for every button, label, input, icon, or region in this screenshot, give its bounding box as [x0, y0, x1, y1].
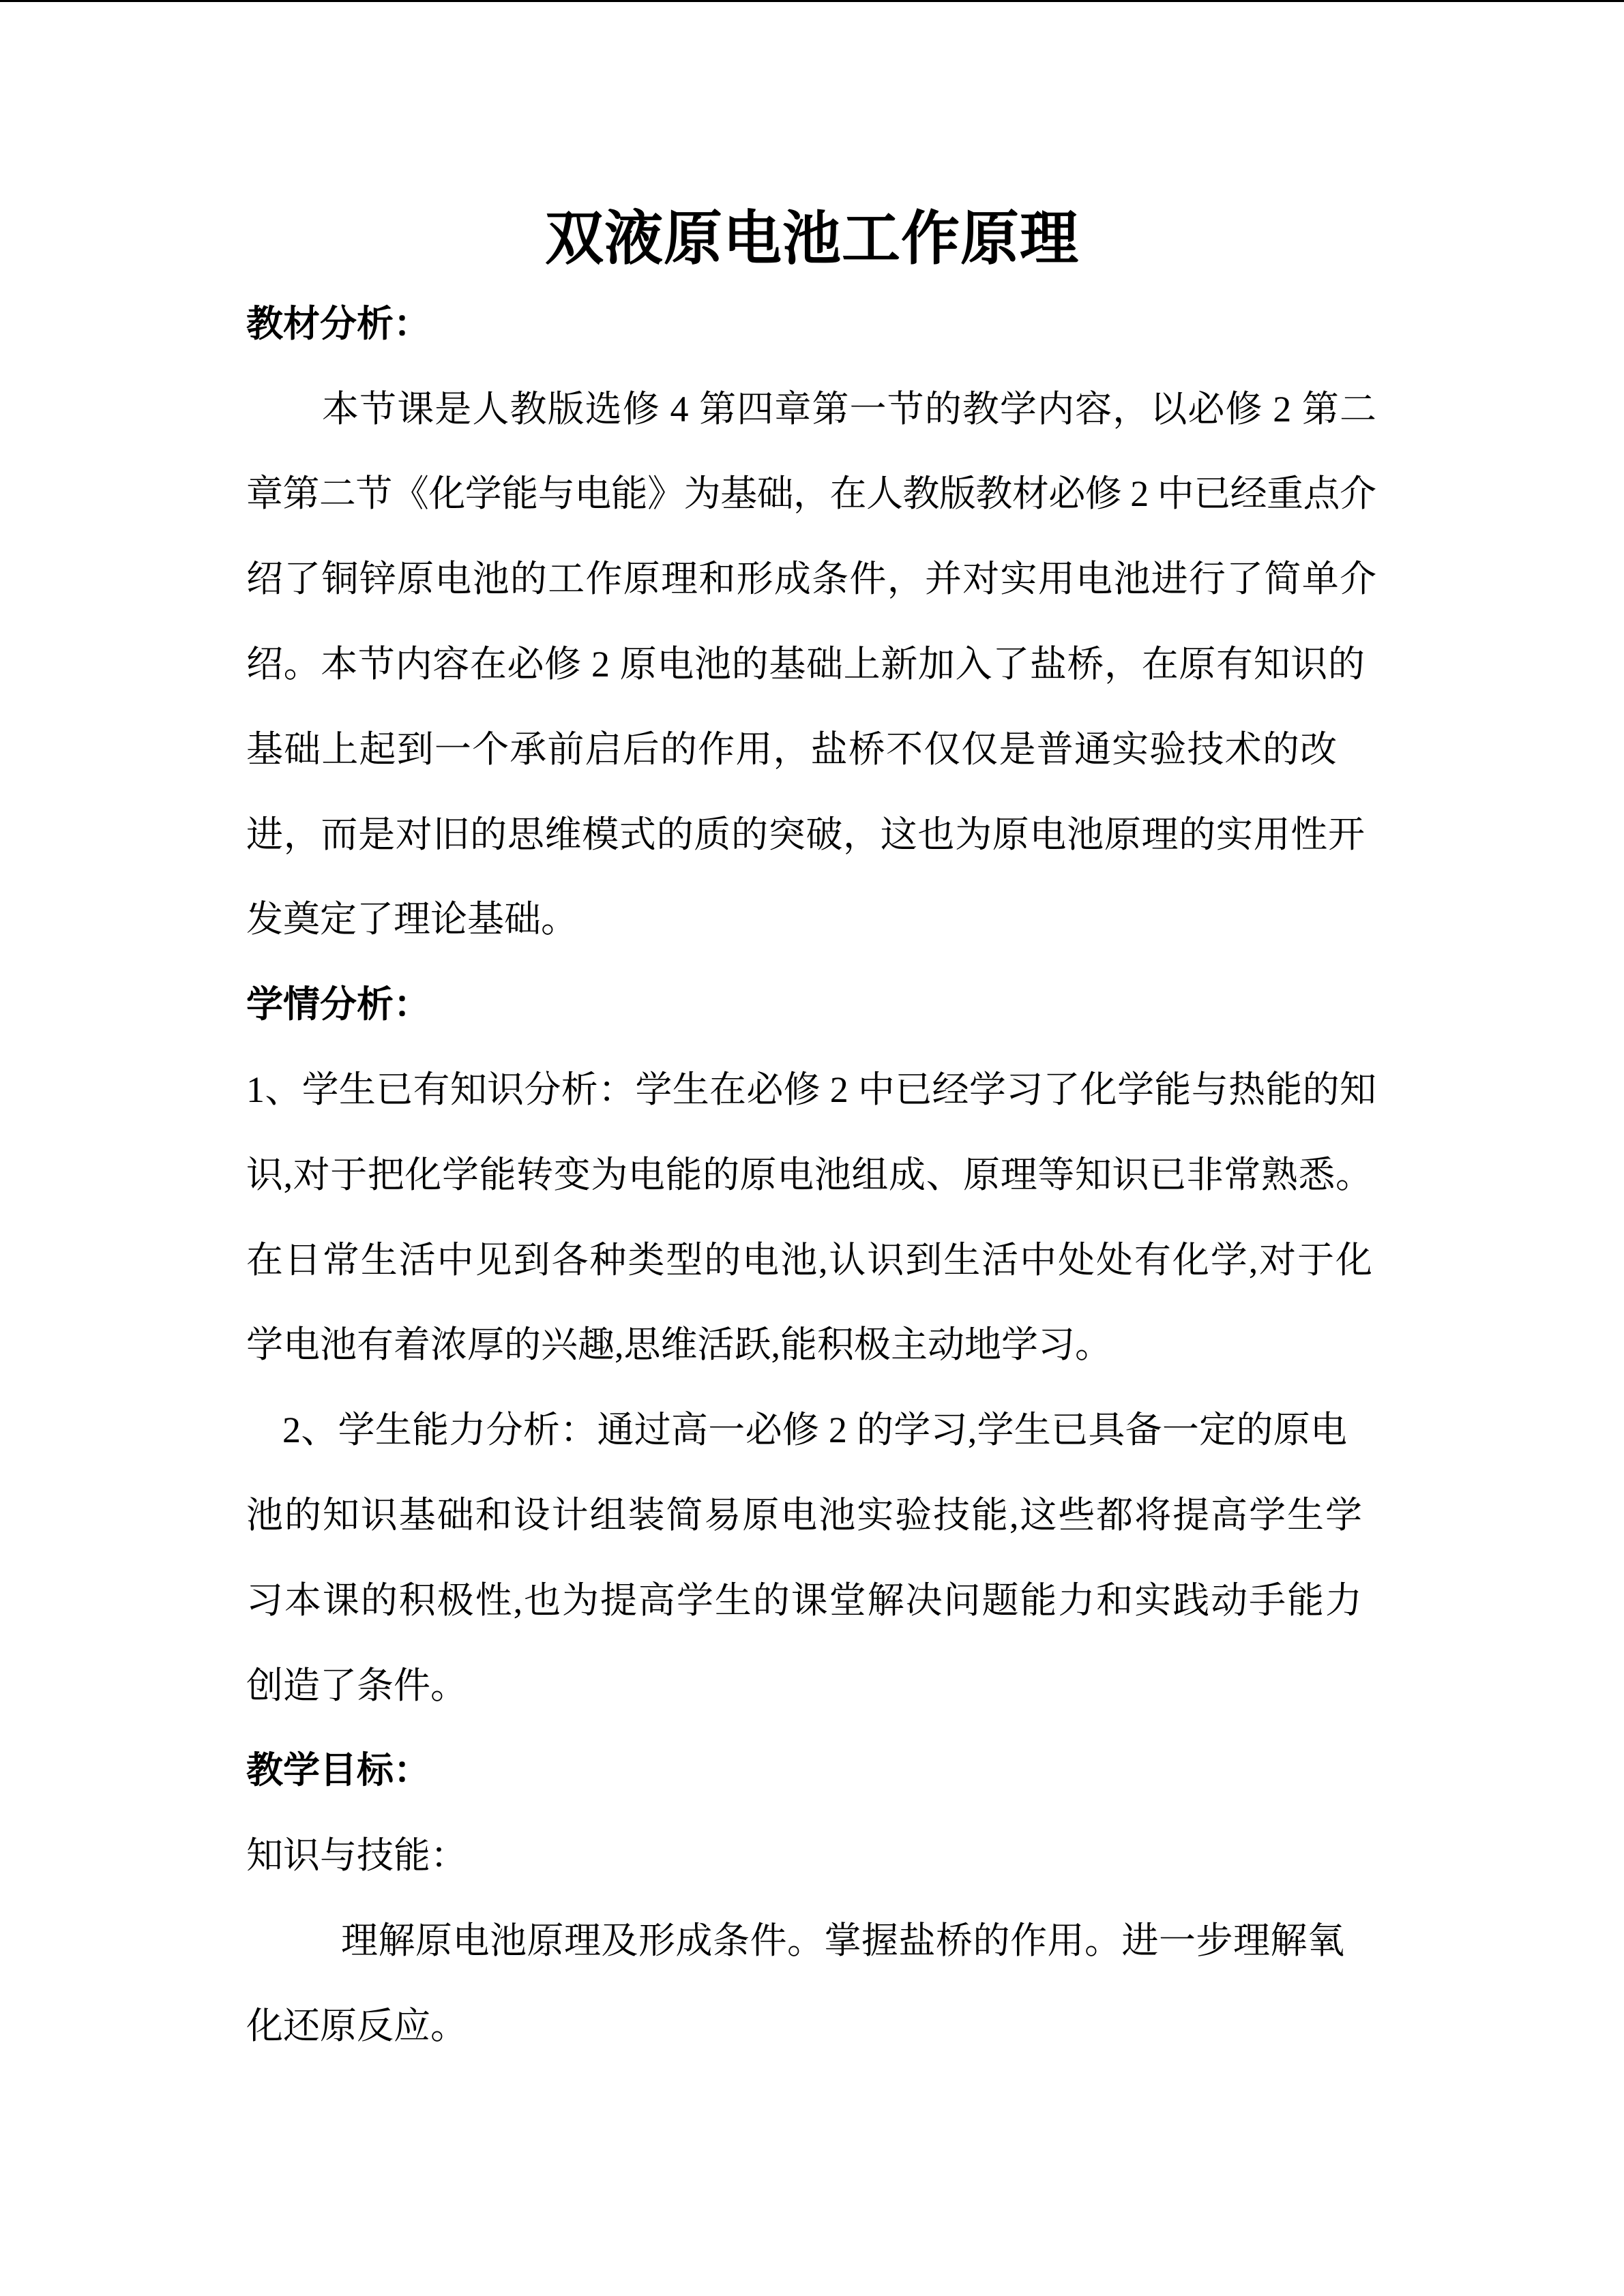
textbook-analysis-line: 进，而是对旧的思维模式的质的突破，这也为原电池原理的实用性开	[246, 814, 1365, 855]
section-heading-textbook-analysis: 教材分析：	[246, 303, 430, 344]
page-title: 双液原电池工作原理	[545, 206, 1079, 271]
section-textbook-analysis	[0, 282, 1624, 962]
student-analysis-line: 识,对于把化学能转变为电能的原电池组成、原理等知识已非常熟悉。	[246, 1154, 1373, 1195]
student-analysis-line: 创造了条件。	[246, 1665, 467, 1706]
student-analysis-line: 池的知识基础和设计组装简易原电池实验技能,这些都将提高学生学	[246, 1494, 1363, 1536]
student-analysis-line: 2、学生能力分析：通过高一必修 2 的学习,学生已具备一定的原电	[282, 1410, 1348, 1451]
textbook-analysis-line: 绍了铜锌原电池的工作原理和形成条件，并对实用电池进行了简单介	[246, 558, 1378, 600]
textbook-analysis-line: 基础上起到一个承前启后的作用，盐桥不仅仅是普通实验技术的改	[246, 728, 1338, 770]
section-student-analysis	[0, 962, 1624, 1728]
paragraph	[0, 1388, 1624, 1728]
section-teaching-goals	[0, 1728, 1624, 2068]
teaching-goal-line: 化还原反应。	[246, 2005, 467, 2046]
section-heading-teaching-goals: 教学目标：	[246, 1750, 430, 1791]
student-analysis-line: 习本课的积极性,也为提高学生的课堂解决问题能力和实践动手能力	[246, 1579, 1363, 1621]
textbook-analysis-line: 发奠定了理论基础。	[246, 899, 578, 940]
textbook-analysis-line: 本节课是人教版选修 4 第四章第一节的教学内容，以必修 2 第二	[322, 388, 1378, 430]
textbook-analysis-line: 绍。本节内容在必修 2 原电池的基础上新加入了盐桥，在原有知识的	[246, 643, 1365, 685]
paragraph	[0, 1047, 1624, 1388]
teaching-goal-line: 理解原电池原理及形成条件。掌握盐桥的作用。进一步理解氧	[341, 1920, 1345, 1961]
textbook-analysis-line: 章第二节《化学能与电能》为基础，在人教版教材必修 2 中已经重点介	[246, 473, 1376, 515]
subheading-knowledge-skills: 知识与技能：	[246, 1835, 467, 1877]
section-heading-student-analysis: 学情分析：	[246, 984, 430, 1026]
top-border-line	[0, 0, 1624, 2]
student-analysis-line: 在日常生活中见到各种类型的电池,认识到生活中处处有化学,对于化	[246, 1239, 1374, 1281]
document-page	[0, 196, 1624, 2069]
paragraph	[0, 367, 1624, 963]
paragraph	[0, 1898, 1624, 2069]
student-analysis-line: 1、学生已有知识分析：学生在必修 2 中已经学习了化学能与热能的知	[246, 1069, 1377, 1110]
student-analysis-line: 学电池有着浓厚的兴趣,思维活跃,能积极主动地学习。	[246, 1324, 1112, 1366]
